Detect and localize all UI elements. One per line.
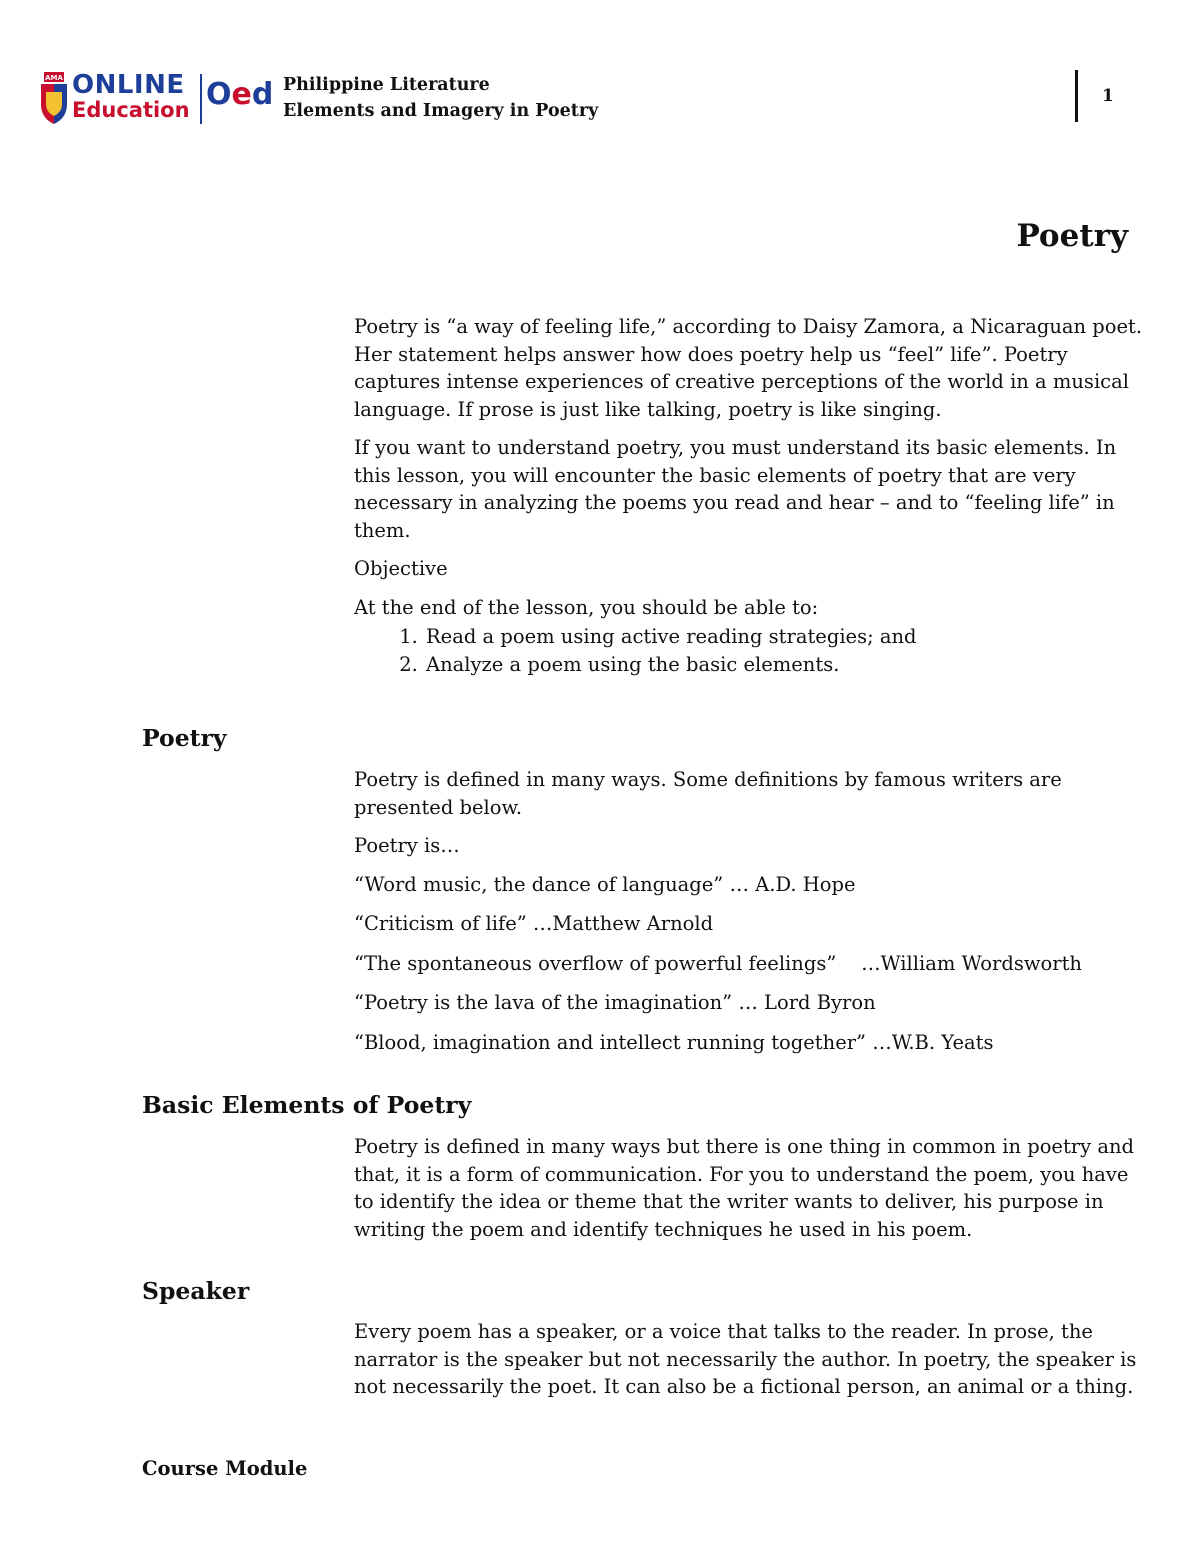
quote-line: “Criticism of life” …Matthew Arnold	[354, 912, 714, 935]
basic-elements-paragraph: Poetry is defined in many ways but there is one thing in common in poetry and that, it is a form of communication. For you to understand the poem, you have to identify the idea or theme that the writer wants to deliver, his purpose in writing the poem and identify techniques he used in his poem.	[354, 1135, 1135, 1241]
objective-item: 1. Read a poem using active reading strategies; and	[424, 623, 1144, 651]
footer-course-module: Course Module	[142, 1457, 308, 1480]
logo-badge-text: AMA	[45, 74, 63, 82]
poetry-lead: Poetry is…	[354, 834, 460, 857]
online-education-logo	[38, 70, 274, 128]
poetry-section	[354, 766, 1144, 1067]
logo-oed-e: e	[231, 77, 252, 112]
objective-label: Objective	[354, 557, 448, 580]
objective-item: 2. Analyze a poem using the basic elements.	[424, 651, 1144, 679]
intro-paragraph-2: If you want to understand poetry, you must understand its basic elements. In this lesson, you will encounter the basic elements of poetry that are very necessary in analyzing the poems you read and hear – and to “feeling life” in them.	[354, 436, 1117, 542]
section-heading-speaker: Speaker	[142, 1277, 250, 1305]
topic-name: Elements and Imagery in Poetry	[283, 101, 599, 121]
section-heading-basic-elements: Basic Elements of Poetry	[142, 1091, 472, 1119]
basic-elements-section	[354, 1133, 1144, 1254]
logo-word-education: Education	[72, 98, 190, 122]
logo-word-oed	[206, 77, 274, 112]
ama-shield-icon	[38, 70, 70, 126]
objective-lead: At the end of the lesson, you should be able to:	[354, 595, 819, 619]
header-rule	[1075, 70, 1078, 122]
objective-list	[354, 623, 1144, 678]
logo-word-online: ONLINE	[72, 70, 185, 100]
quote-line: “The spontaneous overflow of powerful feelings” …William Wordsworth	[354, 951, 1082, 975]
course-name: Philippine Literature	[283, 75, 490, 95]
poetry-paragraph: Poetry is defined in many ways. Some definitions by famous writers are presented below.	[354, 768, 1062, 819]
section-heading-poetry: Poetry	[142, 724, 227, 752]
quote-line: “Word music, the dance of language” … A.D. Hope	[354, 872, 856, 896]
logo-oed-o: O	[206, 77, 232, 112]
page-title: Poetry	[1016, 218, 1128, 254]
header-course-info	[283, 72, 598, 124]
logo-oed-d: d	[251, 77, 274, 112]
page-header	[38, 66, 1138, 126]
intro-section	[354, 313, 1144, 678]
page-number: 1	[1102, 86, 1114, 106]
speaker-paragraph: Every poem has a speaker, or a voice that talks to the reader. In prose, the narrator is the speaker but not necessarily the author. In poetry, the speaker is not necessarily the poet. It can also be a fictional person, an animal or a thing.	[354, 1320, 1137, 1398]
intro-paragraph-1: Poetry is “a way of feeling life,” according to Daisy Zamora, a Nicaraguan poet. Her statement helps answer how does poetry help us “feel” life”. Poetry captures intense experiences of creative perceptions of the world in a musical language. If prose is just like talking, poetry is like singing.	[354, 315, 1143, 421]
quote-line: “Poetry is the lava of the imagination” … Lord Byron	[354, 991, 876, 1014]
speaker-section	[354, 1318, 1144, 1412]
quote-line: “Blood, imagination and intellect running together” …W.B. Yeats	[354, 1030, 994, 1054]
logo-separator	[200, 74, 202, 124]
